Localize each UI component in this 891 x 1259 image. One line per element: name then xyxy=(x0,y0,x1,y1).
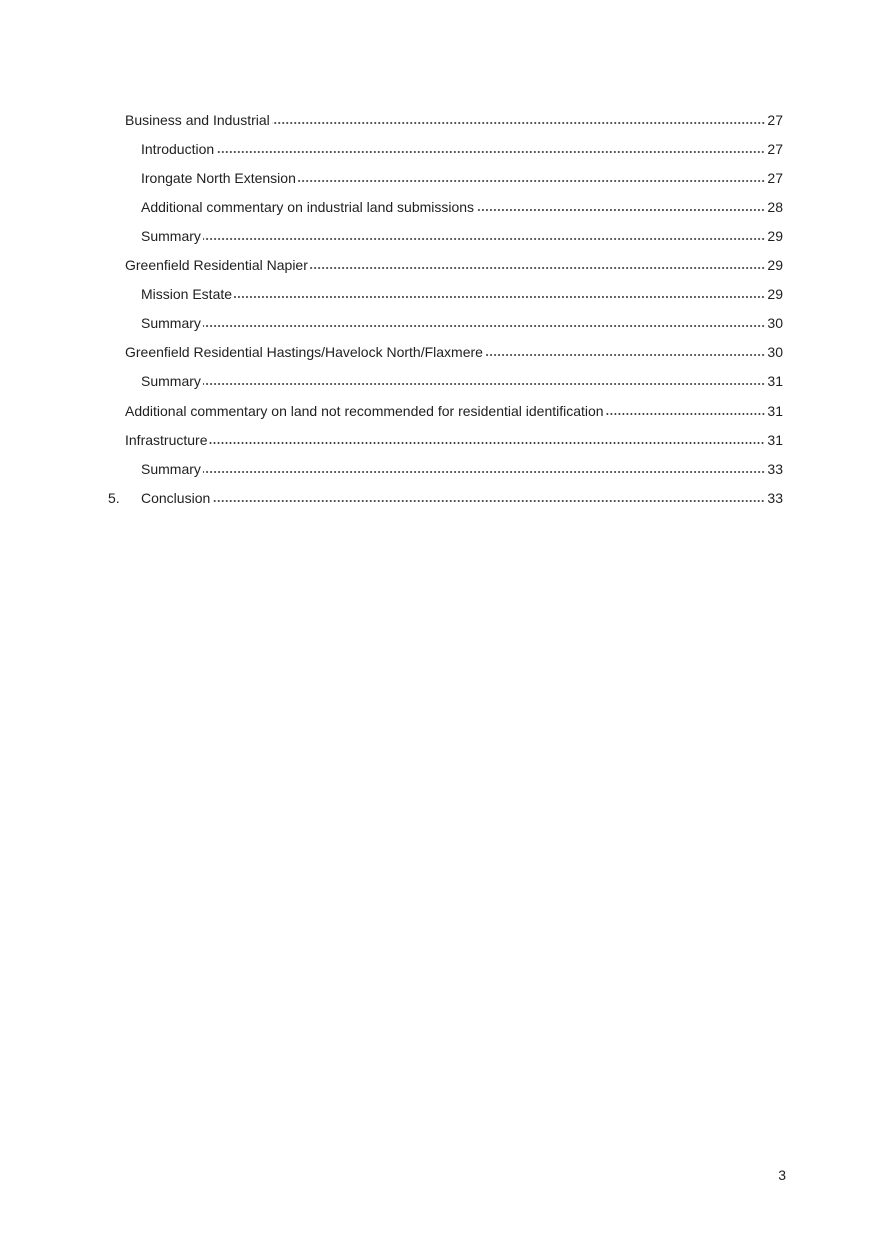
toc-entry-title: Mission Estate xyxy=(141,286,233,302)
toc-entry-summary-infrastructure[interactable] xyxy=(141,456,783,478)
toc-entry-page: 27 xyxy=(767,112,783,128)
toc-entry-title: Introduction xyxy=(141,141,215,157)
toc-entry-title: Greenfield Residential Napier xyxy=(125,257,308,273)
toc-dot-leader xyxy=(234,295,765,299)
toc-dot-leader xyxy=(209,441,765,445)
toc-entry-title: Greenfield Residential Hastings/Havelock North/Flaxmere xyxy=(125,344,483,360)
toc-entry-page: 29 xyxy=(767,286,783,302)
toc-dot-leader xyxy=(203,470,765,474)
toc-dot-leader xyxy=(606,412,765,416)
toc-entry-page: 31 xyxy=(767,373,783,389)
toc-entry-mission-estate[interactable] xyxy=(141,281,783,303)
toc-entry-page: 31 xyxy=(767,403,783,419)
toc-dot-leader xyxy=(216,150,765,154)
toc-dot-leader xyxy=(272,121,765,125)
toc-entry-title: Conclusion xyxy=(141,490,211,506)
toc-dot-leader xyxy=(203,324,765,328)
toc-entry-summary-industrial[interactable] xyxy=(141,223,783,245)
toc-entry-page: 27 xyxy=(767,170,783,186)
toc-entry-title: Business and Industrial xyxy=(125,112,270,128)
toc-dot-leader xyxy=(203,382,765,386)
toc-entry-page: 30 xyxy=(767,315,783,331)
toc-entry-page: 33 xyxy=(767,461,783,477)
toc-entry-business-and-industrial[interactable] xyxy=(125,107,783,129)
toc-entry-introduction[interactable] xyxy=(141,136,783,158)
toc-entry-title: Additional commentary on industrial land submissions xyxy=(141,199,475,215)
toc-entry-land-not-recommended[interactable] xyxy=(125,398,783,420)
toc-dot-leader xyxy=(212,499,765,503)
toc-entry-industrial-land-submissions[interactable] xyxy=(141,194,783,216)
toc-entry-title: Summary xyxy=(141,373,201,389)
page-number: 3 xyxy=(778,1167,786,1183)
toc-entry-page: 29 xyxy=(767,257,783,273)
toc-entry-page: 28 xyxy=(767,199,783,215)
toc-entry-page: 27 xyxy=(767,141,783,157)
toc-entry-number: 5. xyxy=(108,490,120,506)
toc-entry-irongate-north-extension[interactable] xyxy=(141,165,783,187)
toc-entry-summary-napier[interactable] xyxy=(141,310,783,332)
toc-entry-title: Infrastructure xyxy=(125,432,208,448)
toc-dot-leader xyxy=(310,266,765,270)
toc-entry-page: 30 xyxy=(767,344,783,360)
toc-dot-leader xyxy=(485,353,765,357)
toc-dot-leader xyxy=(298,179,765,183)
toc-entry-title: Additional commentary on land not recommended for residential identification xyxy=(125,403,604,419)
toc-entry-title: Summary xyxy=(141,461,201,477)
toc-entry-greenfield-residential-hastings[interactable] xyxy=(125,339,783,361)
toc-entry-page: 33 xyxy=(767,490,783,506)
toc-entry-infrastructure[interactable] xyxy=(125,427,783,449)
toc-dot-leader xyxy=(203,237,765,241)
toc-entry-conclusion[interactable] xyxy=(108,485,783,507)
toc-dot-leader xyxy=(476,208,765,212)
toc-entry-page: 31 xyxy=(767,432,783,448)
toc-entry-summary-hastings[interactable] xyxy=(141,368,783,390)
toc-entry-title: Summary xyxy=(141,228,201,244)
toc-entry-greenfield-residential-napier[interactable] xyxy=(125,252,783,274)
toc-entry-title: Irongate North Extension xyxy=(141,170,296,186)
toc-entry-title: Summary xyxy=(141,315,201,331)
toc-entry-page: 29 xyxy=(767,228,783,244)
